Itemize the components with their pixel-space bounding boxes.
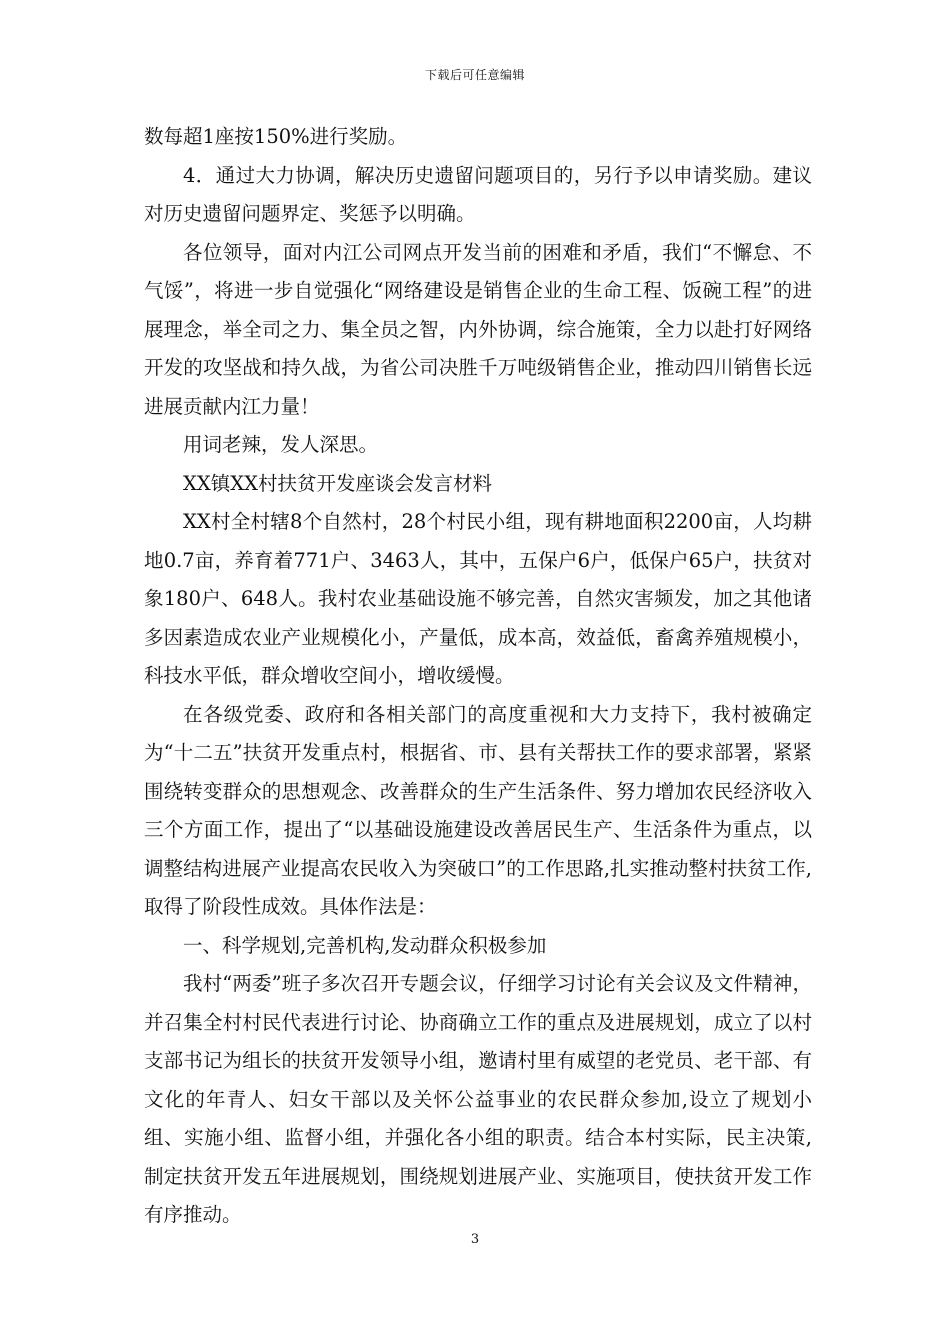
paragraph-item-4: 4．通过大力协调，解决历史遗留问题项目的，另行予以申请奖励。建议对历史遗留问题界定、奖惩予以明确。 <box>144 163 812 225</box>
paragraph-village-overview: XX村全村辖8个自然村，28个村民小组，现有耕地面积2200亩，人均耕地0.7亩，养育着771户、3463人，其中，五保户6户，低保户65户，扶贫对象180户、648人。我村农业基础设施不够完善，自然灾害频发，加之其他诸多因素造成农业产业规模化小，产量低，成本高，效益低，畜禽养殖规模小，科技水平低，群众增收空间小，增收缓慢。 <box>144 510 812 687</box>
page-number: 3 <box>470 1232 480 1247</box>
paragraph-continuation: 数每超1座按150%进行奖励。 <box>144 125 408 148</box>
subsection-heading: 一、科学规划,完善机构,发动群众积极参加 <box>183 933 547 957</box>
paragraph-work-approach: 在各级党委、政府和各相关部门的高度重视和大力支持下，我村被确定为“十二五”扶贫开发重点村，根据省、市、县有关帮扶工作的要求部署，紧紧围绕转变群众的思想观念、改善群众的生产生活条件、努力增加农民经济收入三个方面工作，提出了“以基础设施建设改善居民生产、生活条件为重点，以调整结构进展产业提高农民收入为突破口”的工作思路,扎实推动整村扶贫工作,取得了阶段性成效。具体作法是： <box>144 702 812 918</box>
paragraph-comment: 用词老辣，发人深思。 <box>183 433 379 456</box>
document-body <box>144 118 812 1235</box>
section-title: XX镇XX村扶贫开发座谈会发言材料 <box>183 471 493 495</box>
paragraph-planning-details: 我村“两委”班子多次召开专题会议，仔细学习讨论有关会议及文件精神，并召集全村村民代表进行讨论、协商确立工作的重点及进展规划，成立了以村支部书记为组长的扶贫开发领导小组，邀请村里有威望的老党员、老干部、有文化的年青人、妇女干部以及关怀公益事业的农民群众参加,设立了规划小组、实施小组、监督小组，并强化各小组的职责。结合本村实际，民主决策,制定扶贫开发五年进展规划，围绕规划进展产业、实施项目，使扶贫开发工作有序推动。 <box>144 972 812 1226</box>
page-header: 下载后可任意编辑 <box>424 68 525 82</box>
paragraph-closing-remarks: 各位领导，面对内江公司网点开发当前的困难和矛盾，我们“不懈怠、不气馁”，将进一步自觉强化“网络建设是销售企业的生命工程、饭碗工程”的进展理念，举全司之力、集全员之智，内外协调，综合施策，全力以赴打好网络开发的攻坚战和持久战，为省公司决胜千万吨级销售企业，推动四川销售长远进展贡献内江力量！ <box>144 240 812 418</box>
